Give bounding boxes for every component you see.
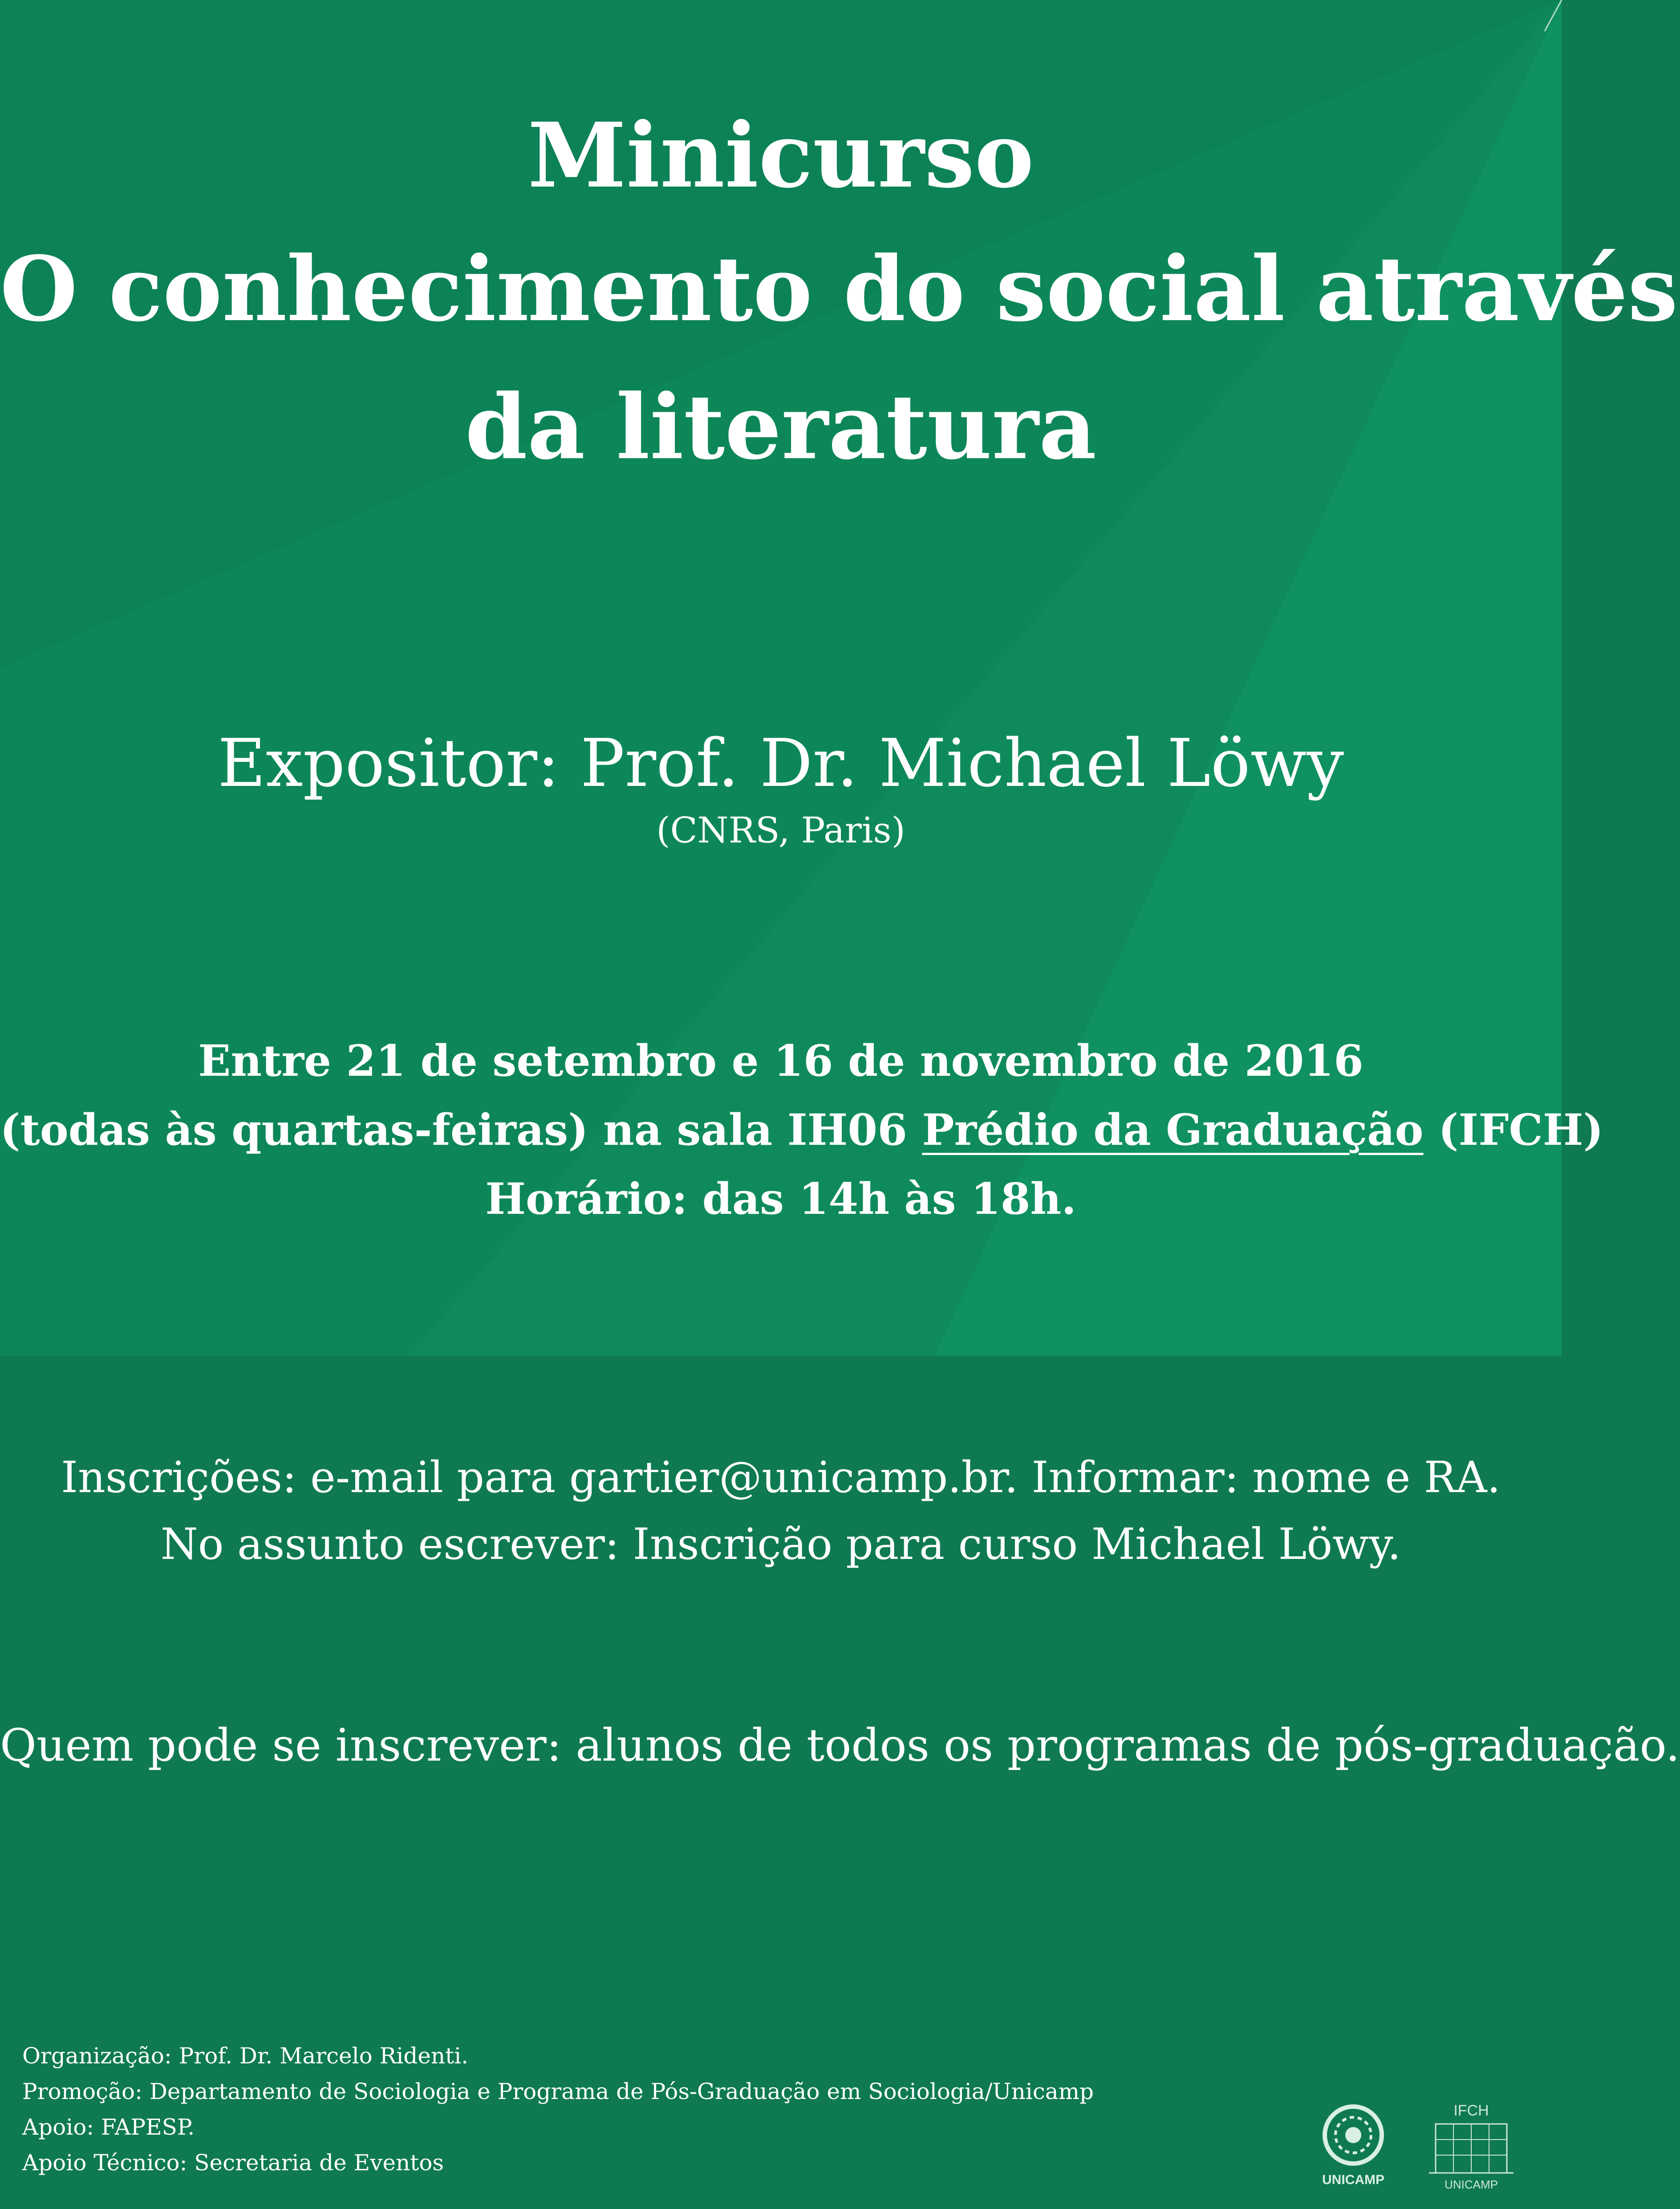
credit-technical-support: Apoio Técnico: Secretaria de Eventos	[22, 2150, 444, 2176]
credit-promotion: Promoção: Departamento de Sociologia e Programa de Pós-Graduação em Sociologia/Unicamp	[22, 2079, 1094, 2104]
registration-line-2: No assunto escrever: Inscrição para curso Michael Löwy.	[160, 1519, 1401, 1569]
unicamp-logo-text: UNICAMP	[1322, 2172, 1384, 2187]
schedule-location-suffix: (IFCH)	[1423, 1105, 1603, 1155]
eligibility-line: Quem pode se inscrever: alunos de todos os programas de pós-graduação.	[0, 1719, 1680, 1771]
speaker-line: Expositor: Prof. Dr. Michael Löwy	[217, 725, 1344, 801]
schedule-time: Horário: das 14h às 18h.	[485, 1174, 1076, 1224]
building-link[interactable]: Prédio da Graduação	[922, 1105, 1424, 1155]
unicamp-logo-icon	[1309, 2099, 1398, 2189]
credit-organization: Organização: Prof. Dr. Marcelo Ridenti.	[22, 2043, 469, 2069]
title-line-2: O conhecimento do social através	[0, 237, 1678, 342]
schedule-location	[0, 1105, 1603, 1155]
credit-support: Apoio: FAPESP.	[22, 2114, 195, 2140]
schedule-dates: Entre 21 de setembro e 16 de novembro de 2016	[198, 1036, 1363, 1086]
ifch-logo-icon	[1422, 2099, 1520, 2197]
registration-line-1: Inscrições: e-mail para gartier@unicamp.br. Informar: nome e RA.	[61, 1452, 1501, 1502]
title-line-3: da literatura	[465, 375, 1097, 480]
ifch-logo-text: IFCH	[1453, 2102, 1489, 2119]
ifch-logo-subtext: UNICAMP	[1445, 2178, 1498, 2191]
title-line-1: Minicurso	[528, 103, 1034, 208]
speaker-affiliation: (CNRS, Paris)	[656, 810, 905, 851]
schedule-location-prefix: (todas às quartas-feiras) na sala IH06	[0, 1105, 922, 1155]
